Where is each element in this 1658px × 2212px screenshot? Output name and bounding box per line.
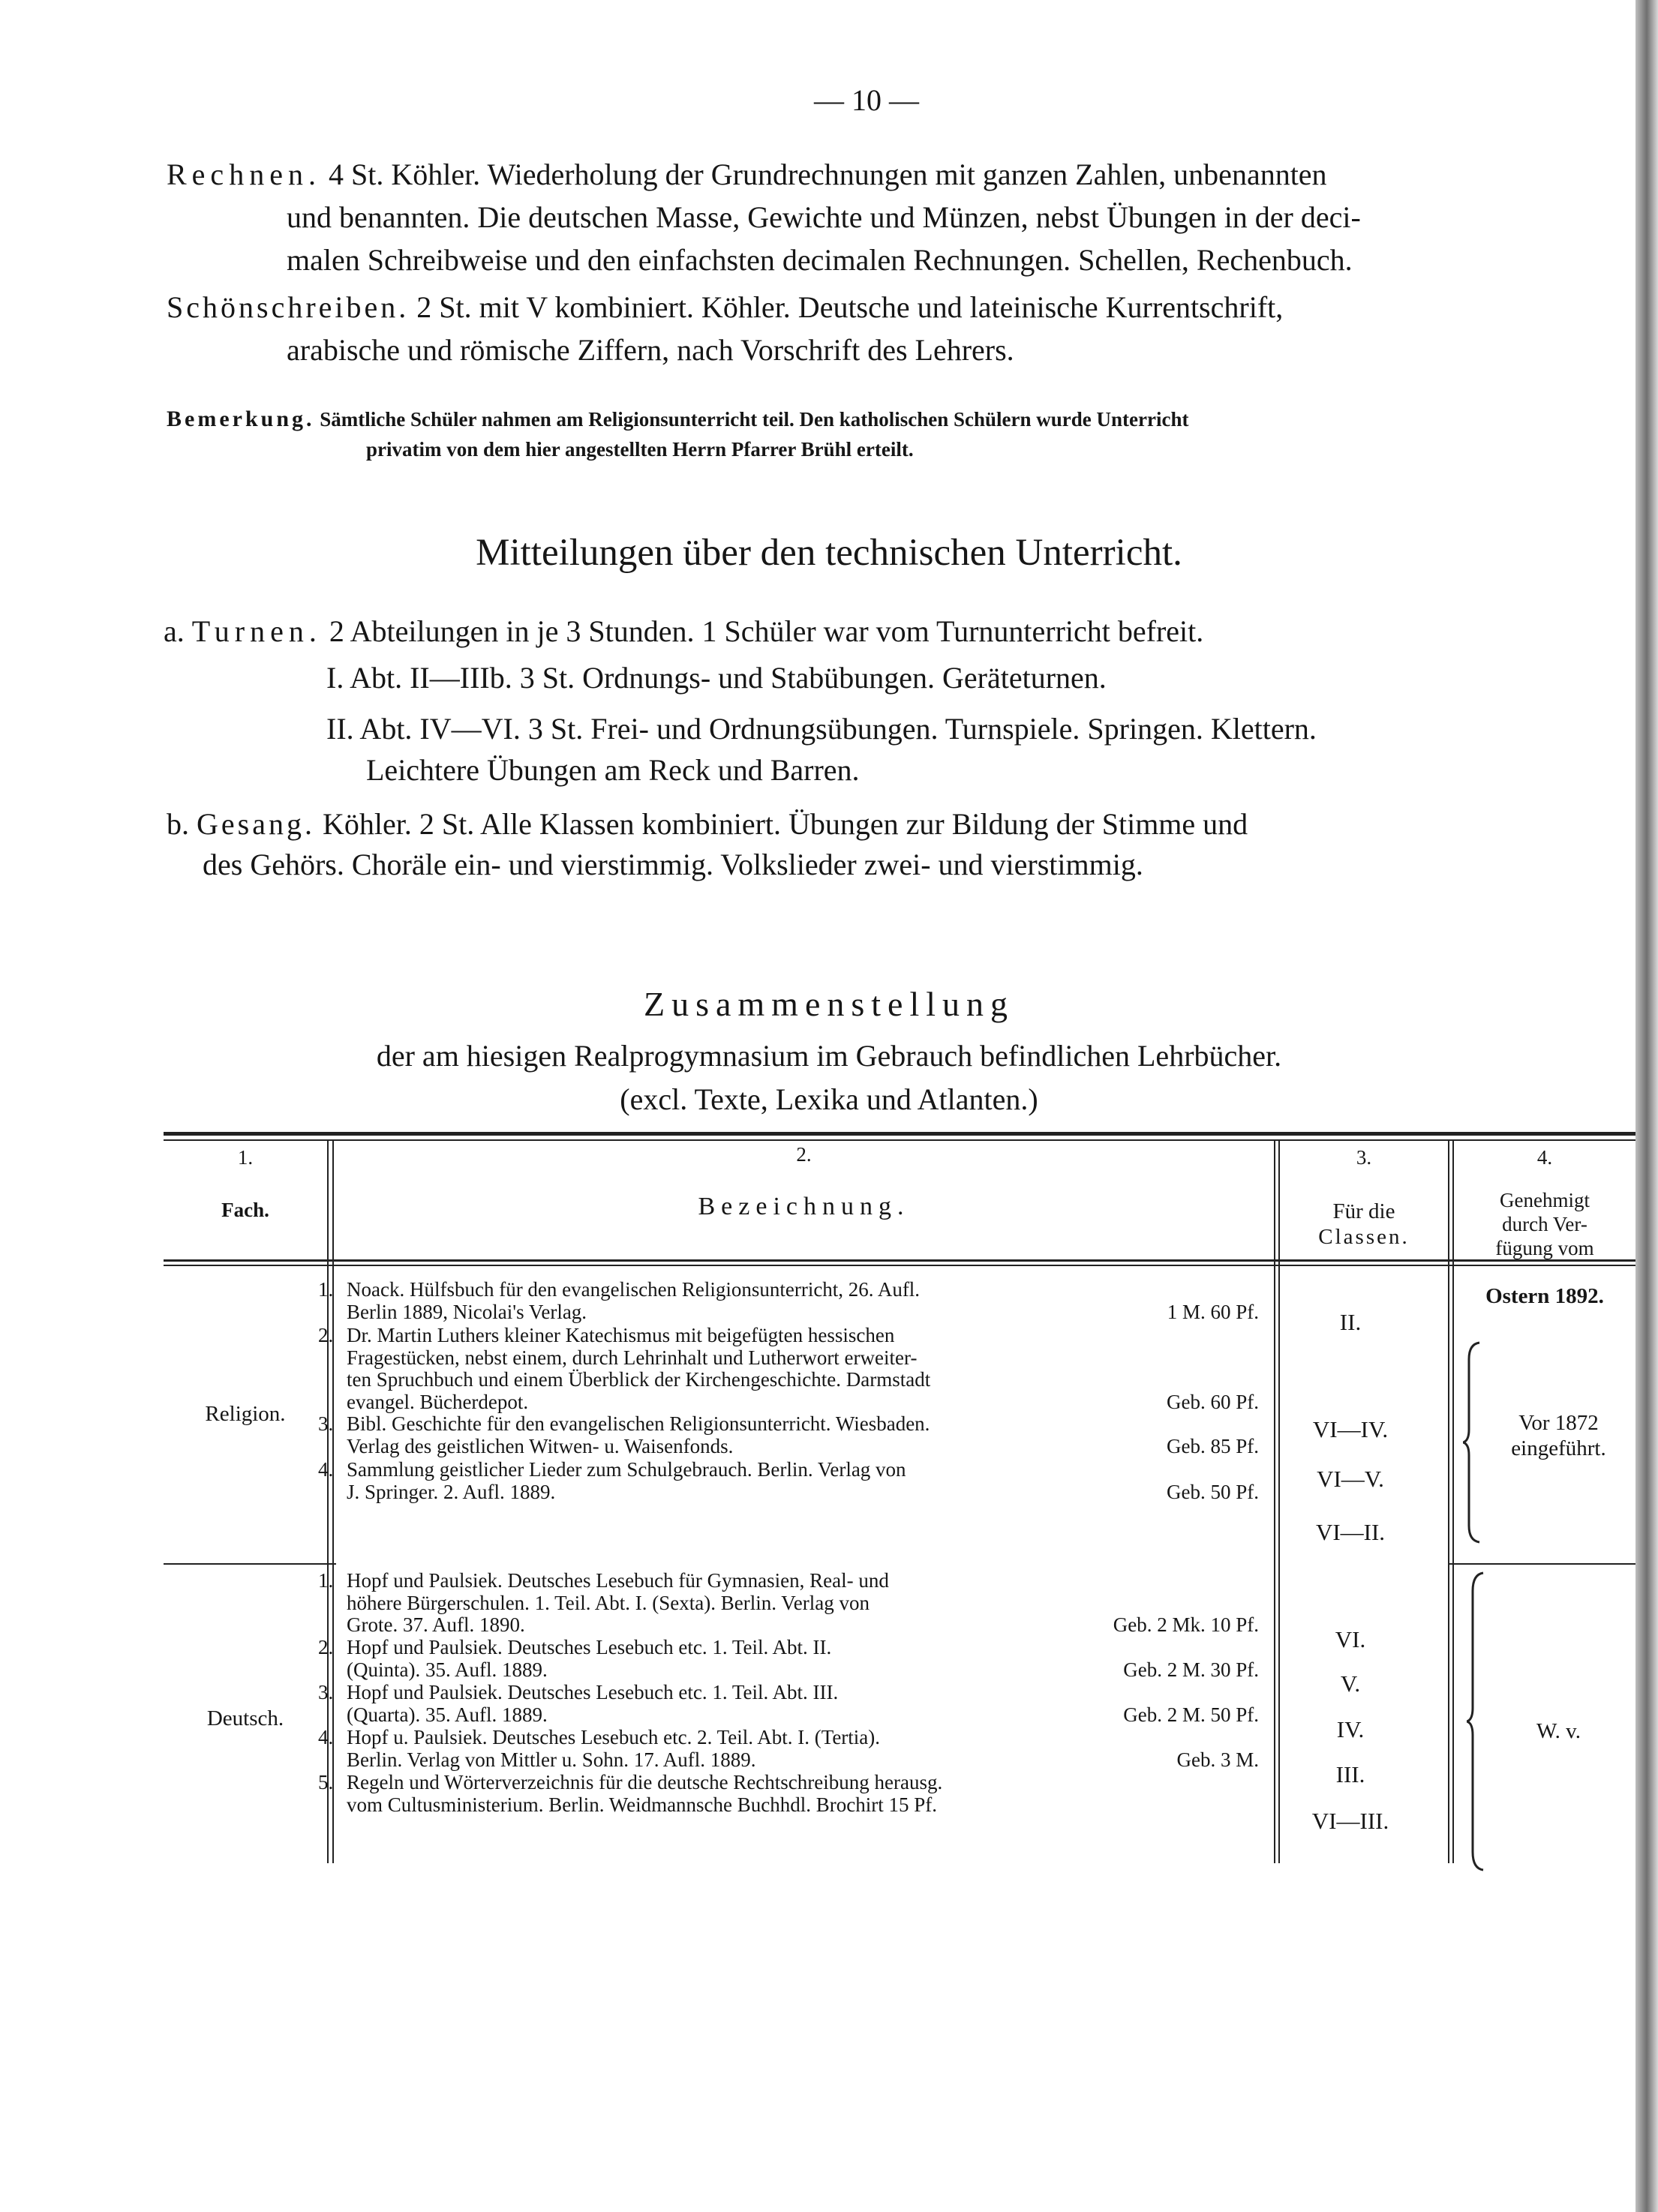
header-bezeichnung: Bezeichnung. <box>698 1193 910 1220</box>
vrule-2a <box>1274 1141 1275 1863</box>
entry-number: 2. <box>318 1636 334 1658</box>
header-gen-1: Genehmigt <box>1500 1189 1590 1211</box>
entry-line: Regeln und Wörterverzeichnis für die deutsche Rechtschreibung herausg. <box>347 1771 943 1793</box>
religion-entry-3 <box>318 1412 1259 1457</box>
entry-line: Hopf u. Paulsiek. Deutsches Lesebuch etc. 2. Teil. Abt. I. (Tertia). <box>347 1726 881 1748</box>
rechnen-cont-1: und benannten. Die deutschen Masse, Gewichte und Münzen, nebst Übungen in der deci- <box>287 200 1361 234</box>
entry-number: 2. <box>318 1324 334 1346</box>
turnen-line-1 <box>164 611 1203 652</box>
deutsch-entry-4 <box>318 1726 1259 1771</box>
deutsch-approved: W. v. <box>1536 1719 1581 1743</box>
header-klassen-1: Für die <box>1332 1199 1395 1223</box>
religion-classes-2: VI—IV. <box>1312 1416 1389 1442</box>
approved-brace-1: Vor 1872 <box>1518 1411 1599 1435</box>
rechnen-line <box>167 155 1327 195</box>
entry-line: J. Springer. 2. Aufl. 1889. <box>347 1480 556 1503</box>
entry-line: Hopf und Paulsiek. Deutsches Lesebuch etc. 1. Teil. Abt. III. <box>347 1681 839 1703</box>
deutsch-entry-2 <box>318 1636 1259 1681</box>
entry-number: 1. <box>318 1278 334 1301</box>
entry-line: Berlin. Verlag von Mittler u. Sohn. 17. Aufl. 1889. <box>347 1748 756 1771</box>
binding-edge <box>1635 0 1658 2212</box>
schoenschreiben-line <box>167 287 1283 328</box>
header-fach: Fach. <box>221 1199 269 1221</box>
rule-top-thin <box>164 1139 1635 1141</box>
turnen-line-3: II. Abt. IV—VI. 3 St. Frei- und Ordnungsübungen. Turnspiele. Springen. Klettern. <box>326 712 1317 746</box>
gesang-label: Gesang. <box>197 807 315 841</box>
deutsch-classes-3: IV. <box>1336 1716 1365 1742</box>
entry-line: evangel. Bücherdepot. <box>347 1390 529 1413</box>
entry-price: Geb. 85 Pf. <box>1167 1434 1259 1457</box>
religion-entry-1 <box>318 1278 1259 1323</box>
entry-number: 3. <box>318 1681 334 1703</box>
entry-number: 4. <box>318 1726 334 1748</box>
religion-classes-1: II. <box>1339 1309 1362 1335</box>
col-number-2: 2. <box>796 1143 812 1166</box>
col-number-1: 1. <box>237 1146 254 1169</box>
entry-price: Geb. 3 M. <box>1176 1748 1259 1771</box>
rule-top-thick <box>164 1132 1635 1136</box>
entry-line: Hopf und Paulsiek. Deutsches Lesebuch etc. 1. Teil. Abt. II. <box>347 1636 832 1658</box>
entry-number: 5. <box>318 1771 334 1793</box>
entry-line: Verlag des geistlichen Witwen- u. Waisenfonds. <box>347 1434 734 1457</box>
rechnen-text: 4 St. Köhler. Wiederholung der Grundrechnungen mit ganzen Zahlen, unbenannten <box>328 158 1327 191</box>
deutsch-entry-1 <box>318 1569 1259 1637</box>
entry-number: 4. <box>318 1458 334 1481</box>
col-number-3: 3. <box>1356 1146 1372 1169</box>
rule-row-right <box>1448 1563 1635 1565</box>
entry-line: Grote. 37. Aufl. 1890. <box>347 1613 525 1636</box>
vrule-1b <box>332 1141 334 1863</box>
deutsch-entry-5 <box>318 1771 1259 1816</box>
schoenschreiben-subject: Schönschreiben. <box>167 290 410 324</box>
header-klassen-2: Classen. <box>1318 1225 1410 1249</box>
turnen-line-4: Leichtere Übungen am Reck und Barren. <box>366 753 860 787</box>
religion-entry-2 <box>318 1324 1259 1413</box>
entry-line: Fragestücken, nebst einem, durch Lehrinhalt und Lutherwort erweiter- <box>347 1346 918 1369</box>
entry-line: Sammlung geistlicher Lieder zum Schulgebrauch. Berlin. Verlag von <box>347 1458 906 1481</box>
schoenschreiben-text: 2 St. mit V kombiniert. Köhler. Deutsche und lateinische Kurrentschrift, <box>416 290 1284 324</box>
turnen-text-1: 2 Abteilungen in je 3 Stunden. 1 Schüler war vom Turnunterricht befreit. <box>329 614 1204 648</box>
entry-price: Geb. 50 Pf. <box>1167 1480 1259 1503</box>
entry-price: Geb. 60 Pf. <box>1167 1390 1259 1413</box>
turnen-marker: a. <box>164 614 185 648</box>
entry-price: 1 M. 60 Pf. <box>1167 1300 1259 1323</box>
religion-approved-brace <box>1482 1410 1635 1461</box>
zusammenstellung-title: Zusammenstellung <box>643 985 1015 1023</box>
entry-line: ten Spruchbuch und einem Überblick der Kirchengeschichte. Darmstadt <box>347 1368 931 1391</box>
gesang-line-1 <box>167 804 1248 845</box>
entry-line: Hopf und Paulsiek. Deutsches Lesebuch für Gymnasien, Real- und <box>347 1569 889 1592</box>
turnen-line-2: I. Abt. II—IIIb. 3 St. Ordnungs- und Stabübungen. Geräteturnen. <box>326 661 1107 695</box>
rechnen-cont-2: malen Schreibweise und den einfachsten decimalen Rechnungen. Schellen, Rechenbuch. <box>287 243 1353 277</box>
religion-classes-3: VI—V. <box>1317 1466 1384 1492</box>
technical-heading: Mitteilungen über den technischen Unterricht. <box>476 532 1182 574</box>
bemerkung-text-1: Sämtliche Schüler nahmen am Religionsunterricht teil. Den katholischen Schülern wurde Unterricht <box>320 408 1189 431</box>
entry-line: (Quarta). 35. Aufl. 1889. <box>347 1703 548 1726</box>
col-number-4: 4. <box>1536 1146 1553 1169</box>
deutsch-classes-2: V. <box>1340 1670 1361 1697</box>
deutsch-entry-3 <box>318 1681 1259 1726</box>
zusammenstellung-note: (excl. Texte, Lexika und Atlanten.) <box>620 1082 1038 1116</box>
entry-price: Geb. 2 Mk. 10 Pf. <box>1113 1613 1259 1636</box>
header-klassen <box>1280 1199 1448 1250</box>
rule-row-fach <box>164 1563 336 1565</box>
entry-line: Berlin 1889, Nicolai's Verlag. <box>347 1300 587 1323</box>
bemerkung-line-1 <box>167 407 1188 432</box>
header-gen-2: durch Ver- <box>1502 1213 1587 1235</box>
zusammenstellung-subtitle: der am hiesigen Realprogymnasium im Gebrauch befindlichen Lehrbücher. <box>376 1039 1282 1073</box>
religion-entry-4 <box>318 1458 1259 1503</box>
entry-line: Noack. Hülfsbuch für den evangelischen Religionsunterricht, 26. Aufl. <box>347 1278 921 1301</box>
entry-line: Bibl. Geschichte für den evangelischen Religionsunterricht. Wiesbaden. <box>347 1412 930 1435</box>
vrule-3a <box>1448 1141 1449 1863</box>
entry-line: vom Cultusministerium. Berlin. Weidmannsche Buchhdl. Brochirt 15 Pf. <box>347 1793 938 1816</box>
entry-price: Geb. 2 M. 50 Pf. <box>1123 1703 1259 1726</box>
deutsch-classes-1: VI. <box>1335 1626 1366 1652</box>
bemerkung-line-2: privatim von dem hier angestellten Herrn Pfarrer Brühl erteilt. <box>366 438 914 461</box>
rechnen-subject: Rechnen. <box>167 158 321 191</box>
gesang-marker: b. <box>167 807 189 841</box>
religion-approved-1: Ostern 1892. <box>1485 1284 1604 1308</box>
deutsch-classes-5: VI—III. <box>1311 1808 1389 1834</box>
schoenschreiben-cont: arabische und römische Ziffern, nach Vorschrift des Lehrers. <box>287 333 1014 367</box>
entry-line: Dr. Martin Luthers kleiner Katechismus mit beigefügten hessischen <box>347 1324 895 1346</box>
entry-number: 1. <box>318 1569 334 1592</box>
page-number: — 10 — <box>814 83 919 117</box>
entry-line: höhere Bürgerschulen. 1. Teil. Abt. I. (Sexta). Berlin. Verlag von <box>347 1591 870 1614</box>
rule-header-2 <box>164 1265 1635 1266</box>
bemerkung-label: Bemerkung. <box>167 407 315 431</box>
vrule-1a <box>327 1141 329 1863</box>
entry-line: (Quinta). 35. Aufl. 1889. <box>347 1658 548 1681</box>
gesang-text-1: Köhler. 2 St. Alle Klassen kombiniert. Übungen zur Bildung der Stimme und <box>322 807 1248 841</box>
fach-deutsch: Deutsch. <box>206 1706 284 1730</box>
approved-brace-2: eingeführt. <box>1511 1436 1606 1460</box>
entry-number: 3. <box>318 1412 334 1435</box>
religion-classes-4: VI—II. <box>1315 1519 1386 1545</box>
header-gen-3: fügung vom <box>1495 1237 1594 1259</box>
entry-price: Geb. 2 M. 30 Pf. <box>1123 1658 1259 1681</box>
rule-header-1 <box>164 1259 1635 1262</box>
turnen-label: Turnen. <box>191 614 322 648</box>
deutsch-classes-4: III. <box>1335 1761 1365 1787</box>
header-genehmigt <box>1454 1188 1635 1260</box>
fach-religion: Religion. <box>205 1402 286 1426</box>
gesang-line-2: des Gehörs. Choräle ein- und vierstimmig. Volkslieder zwei- und vierstimmig. <box>203 848 1143 881</box>
